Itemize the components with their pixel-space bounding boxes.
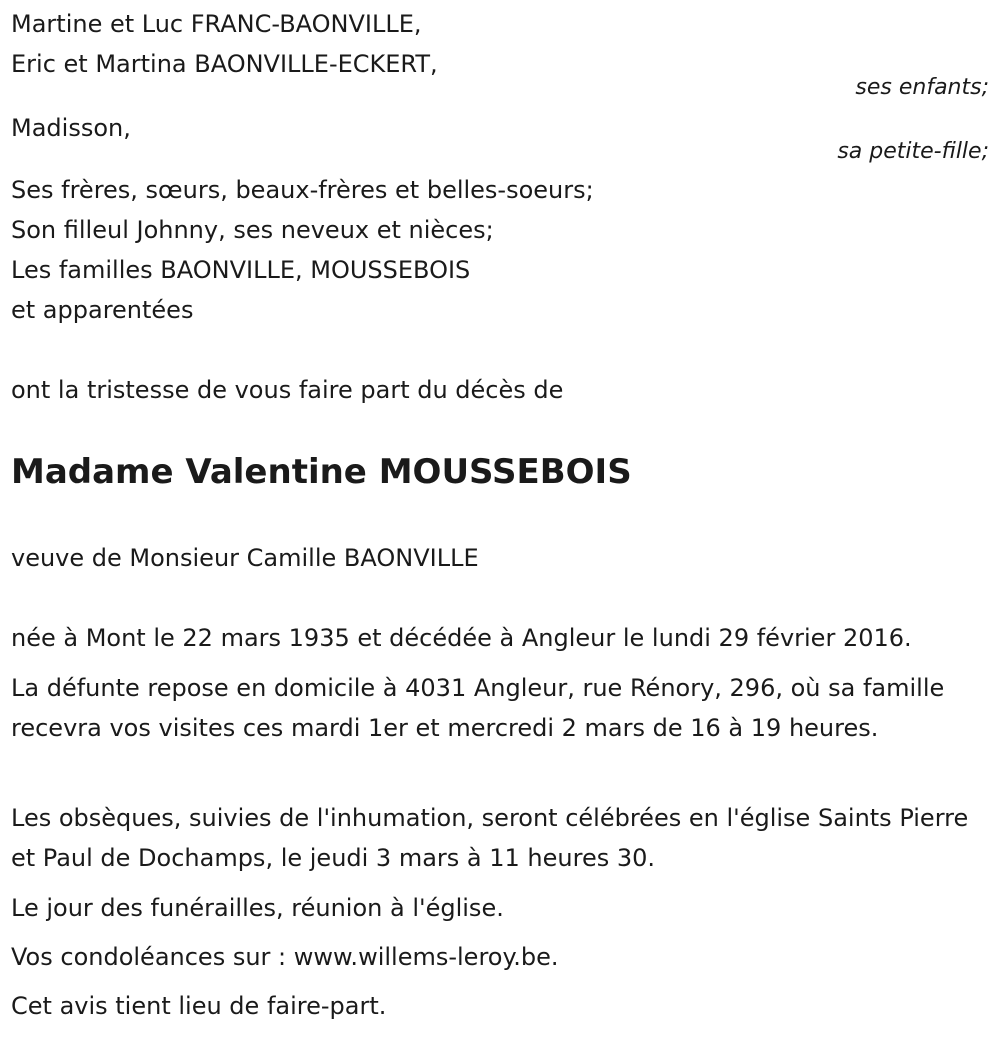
obituary-notice [11, 0, 989, 1042]
visitation-paragraph: La défunte repose en domicile à 4031 Angleur, rue Rénory, 296, où sa famille recevra vos visites ces mardi 1er et mercredi 2 mars de 16 à 19 heures. [11, 674, 945, 742]
notice-line: Cet avis tient lieu de faire-part. [11, 992, 387, 1020]
families-line: Les familles BAONVILLE, MOUSSEBOIS [11, 256, 471, 284]
godson-line: Son filleul Johnny, ses neveux et nièces; [11, 216, 494, 244]
announcement-text: ont la tristesse de vous faire part du décès de [11, 376, 564, 404]
related-line: et apparentées [11, 296, 194, 324]
grandchild-label: sa petite-fille; [837, 139, 989, 164]
condolences-line: Vos condoléances sur : www.willems-leroy.be. [11, 943, 559, 971]
deceased-name: Madame Valentine MOUSSEBOIS [11, 452, 632, 492]
children-line-2: Eric et Martina BAONVILLE-ECKERT, [11, 50, 438, 78]
widow-of-line: veuve de Monsieur Camille BAONVILLE [11, 544, 479, 572]
meeting-line: Le jour des funérailles, réunion à l'église. [11, 894, 504, 922]
birth-death-line: née à Mont le 22 mars 1935 et décédée à Angleur le lundi 29 février 2016. [11, 624, 912, 652]
siblings-line: Ses frères, sœurs, beaux-frères et belles-soeurs; [11, 176, 594, 204]
children-label: ses enfants; [855, 75, 989, 100]
children-line-1: Martine et Luc FRANC-BAONVILLE, [11, 10, 422, 38]
funeral-paragraph: Les obsèques, suivies de l'inhumation, seront célébrées en l'église Saints Pierre et Paul de Dochamps, le jeudi 3 mars à 11 heures 30. [11, 804, 969, 872]
grandchild-line: Madisson, [11, 114, 131, 142]
